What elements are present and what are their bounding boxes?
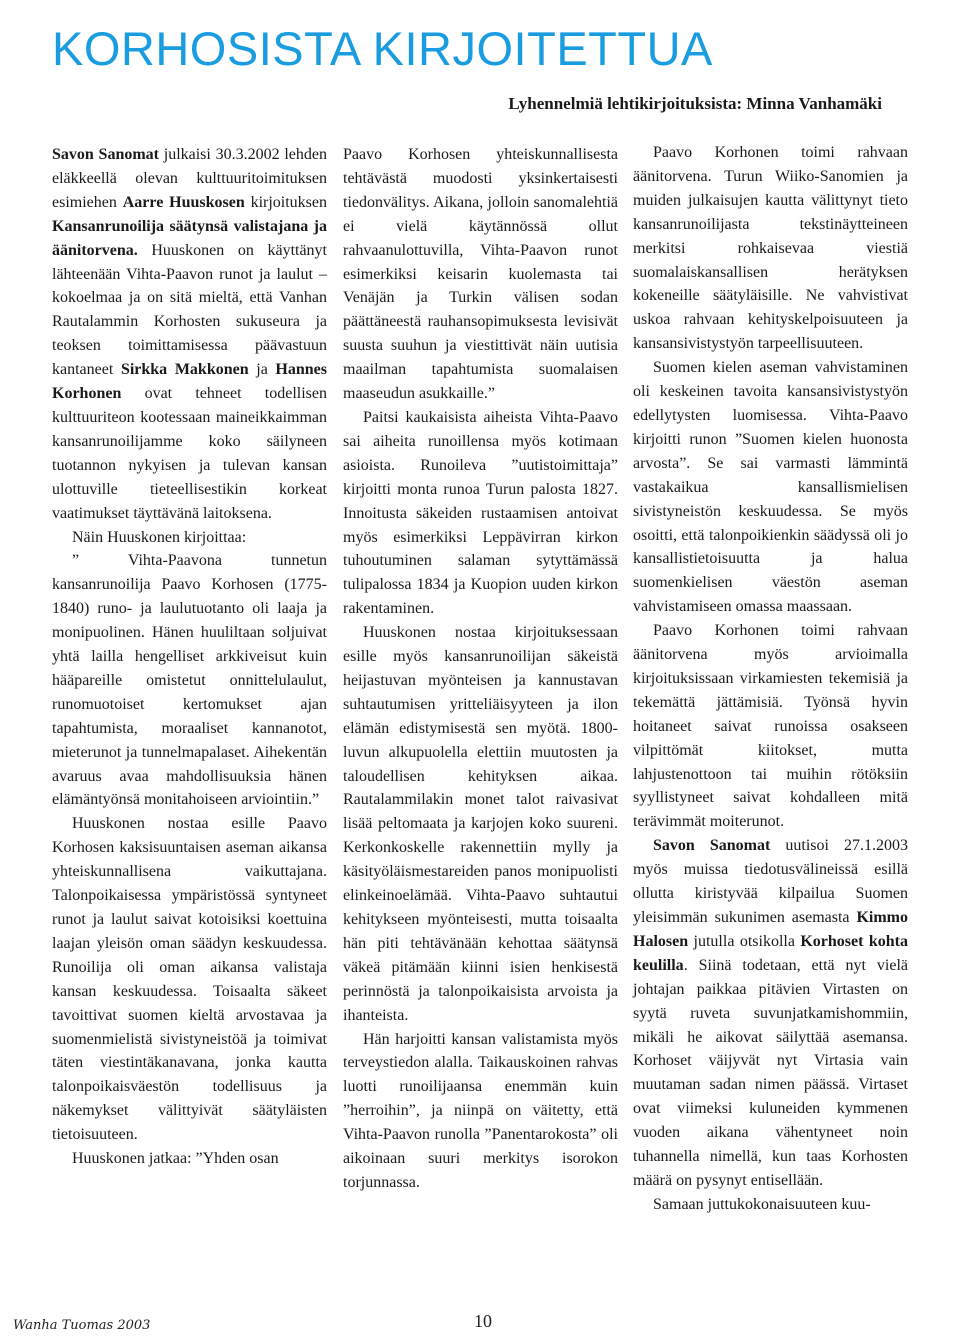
text-run: uutisoi 27.1.2003 myös muissa tiedotusvälineissä esillä ollutta kiristyvää kilpailua Suomen yleisimmän sukunimen asemasta: [633, 837, 908, 926]
bold-phrase: Aarre Huuskosen: [122, 193, 245, 211]
publication-name: Wanha Tuomas 2003: [13, 1318, 151, 1333]
paragraph: Paitsi kaukaisista aiheista Vihta-Paavo sai aiheita runoillensa myös kotimaan asioista. Runoileva ”uutistoimittaja” kirjoitti monta runoa Turun palosta 1827. Innoitusta säkeiden rustaamisen antoivat myös esimerkiksi Leppävirran kirkon tuhoutuminen salaman sytyttämässä tulipalossa 1834 ja Kuopion uuden kirkon rakentaminen.: [343, 408, 618, 618]
bold-phrase: Kimmo Halosen: [633, 909, 908, 950]
bold-phrase: Sirkka Makkonen: [120, 361, 249, 379]
paragraph: [52, 143, 327, 526]
bold-phrase: Hannes Korhonen: [52, 361, 327, 403]
text-run: julkaisi 30.3.2002 lehden eläkkeellä olevan kulttuuritoimituksen esimiehen: [52, 146, 327, 211]
paragraph: Huuskonen nostaa kirjoituksessaan esille myös kansanrunoilijan säkeistä heijastuvan myönteisen ja kannustavan suhtautumisen yritteliäisyyteen ja ilon elämän edistymisestä sen myötä. 1800-luvun alkupuolella elettiin muutosten ja taloudellisen kehityksen aikaa. Rautalammilakin monet talot raivasivat lisää peltomaata ja karjojen koko suureni. Kerkonkoskelle rakennettiin mylly ja käsityöläismestareiden panos monipuolisti elinkeinoelämää. Vihta-Paavo suhtautui kehitykseen myönteisesti, mutta toisaalta hän piti tehtävänään kehottaa säätynsä väkeä pitämään kiinni isien henkisestä perinnöstä ja talonpoikaisista arvoista ja ihanteista.: [343, 624, 618, 1024]
article-column-2: [343, 143, 618, 1195]
text-run: ovat tehneet todellisen kulttuuriteon kootessaan maineikkaimman kansanrunoilijamme koko säilyneen tuotannon nykyisen ja tulevan kansan ulottuville tieteellisestikin korkeat vaatimukset täyttävänä laitoksena.: [52, 385, 327, 522]
text-run: kirjoituksen: [244, 193, 328, 211]
article-column-3: [633, 141, 908, 1217]
bold-phrase: Korhoset kohta keulilla: [633, 932, 908, 974]
paragraph: Huuskonen jatkaa: ”Yhden osan: [72, 1150, 279, 1168]
paragraph: Paavo Korhosen yhteiskunnallisesta tehtävästä muodosti yksinkertaisesti tiedonvälitys. Aikana, jolloin sanomalehtiä ei vielä käytännössä ollut rahvaanulottuvilla, Vihta-Paavon runot esimerkiksi keisarin kuolemasta tai Venäjän ja Turkin välisen sodan päättäneestä rauhansopimuksesta levisivät suusta suuhun ja viestittivät näin uutisia maailman tapahtumista suomalaisen maaseudun asukkaille.”: [343, 146, 618, 403]
paragraph: [633, 834, 908, 1193]
paragraph: Näin Huuskonen kirjoittaa:: [72, 528, 247, 546]
page-number: 10: [474, 1311, 492, 1331]
paragraph: Suomen kielen aseman vahvistaminen oli keskeinen tavoita kansansivistystyön edellytysten luomisessa. Vihta-Paavo kirjoitti runon ”Suomen kielen huonosta arvosta”. Se sai varmasti lämmintä vastakaikua kansallismielisen sivistyneistön keskuudessa. Se myös osoitti, että talonpoikienkin säädyssä oli jo kansallistietoisuutta ja halua suomenkielisen väestön aseman vahvistamiseen omassa maassaan.: [633, 359, 908, 616]
paragraph: Paavo Korhonen toimi rahvaan äänitorvena. Turun Wiiko-Sanomien ja muiden julkaisujen kautta välittynyt tieto kansanrunoilijasta tekstinäytteineen merkitsi rohkaisevaa viestiä suomalaiskansallisen herätyksen kokeneille säätyläisille. Ne vahvistivat uskoa rahvaan kehityskelpoisuuteen ja kansansivistystyön tarpeellisuuteen.: [633, 144, 908, 353]
bold-phrase: Savon Sanomat: [653, 837, 771, 855]
paragraph: Huuskonen nostaa esille Paavo Korhosen kaksisuuntaisen aseman aikansa yhteiskunnallisena vaikuttajana. Talonpoikaisessa ympäristössä syntyneet runot ja laulut saivat kotoisiksi koettuina laajan yleisön oman säädyn keskuudessa. Runoilija oli oman aikansa valistaja kansan keskuudessa. Toisaalta säkeet tavoittivat suomen kieltä arvostavaa ja suomenmielistä sivistyneistöä ja toimivat täten viestintäkanavana, jonka kautta talonpoikaisväestön todellisuus ja näkemykset välittyivät säätyläisten tietoisuuteen.: [52, 815, 327, 1144]
paragraph: Hän harjoitti kansan valistamista myös terveystiedon alalla. Taikauskoinen rahvas luotti runoilijaansa enemmän kuin ”herroihin”, ja niinpä on väitetty, että Vihta-Paavon runolla ”Panentarokosta” oli aikoinaan suuri merkitys isorokon torjunnassa.: [343, 1030, 618, 1191]
page-title: KORHOSISTA KIRJOITETTUA: [52, 22, 713, 75]
byline: Lyhennelmiä lehtikirjoituksista: Minna Vanhamäki: [508, 94, 882, 113]
article-column-1: [52, 143, 327, 1171]
paragraph: Paavo Korhonen toimi rahvaan äänitorvena myös arvioimalla kirjoituksissaan virkamiesten tekemisiä ja tekemättä jättämisiä. Työnsä hyvin hoitaneet saivat runoissa osakseen vilpittömät kiitokset, mutta lahjustenottoon tai muihin rötöksiin syyllistyneet saivat kohdalleen mitä terävimmät moiterunot.: [633, 622, 908, 831]
text-run: jutulla otsikolla: [688, 932, 801, 950]
paragraph: ” Vihta-Paavona tunnetun kansanrunoilija Paavo Korhosen (1775-1840) runo- ja laulutuotanto oli laaja ja monipuolinen. Hänen huuliltaan soljuivat yhtä lailla hengelliset arkkiveisut kuin hääpareille omistetut onnittelulaulut, runomuotoiset kertomukset ajan tapahtumista, moraaliset kannanotot, mieterunot ja tunnelmapalaset. Aihekentän avaruus avaa mahdollisuuksia hänen elämäntyönsä monitahoiseen arviointiin.”: [52, 552, 327, 809]
paragraph: Samaan juttukokonaisuuteen kuu-: [653, 1195, 871, 1213]
bold-phrase: Kansanrunoilija säätynsä valistajana ja äänitorvena.: [52, 217, 327, 259]
text-run: ja: [248, 361, 276, 379]
text-run: Huuskonen on käyttänyt lähteenään Vihta-Paavon runot ja laulut –kokoelmaa ja on sitä mieltä, että Vanhan Rautalammin Korhosten sukuseura ja teoksen toimittamisessa päävastuun kantaneet: [52, 241, 327, 379]
text-run: . Siinä todetaan, että nyt vielä johtajan paikkaa pitävien Virtasten on syytä ruveta suvunjatkamishommiin, mikäli he aikovat säilyttää asemansa. Korhoset väijyvät nyt Virtasia vain muutaman sadan nimen päässä. Virtaset ovat viimeksi kuluneiden kymmenen vuoden aikana vähentyneet noin tuhannella nimellä, kun taas Korhosten määrä on pysynyt entisellään.: [633, 956, 908, 1189]
bold-phrase: Savon Sanomat: [52, 146, 159, 163]
